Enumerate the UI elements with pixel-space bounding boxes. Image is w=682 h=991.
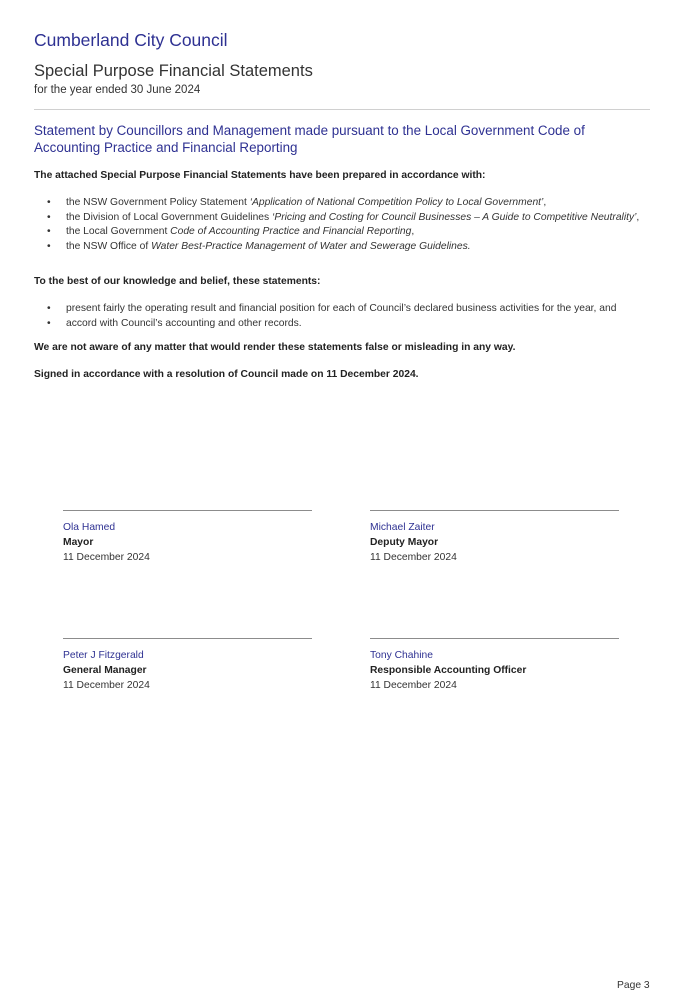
signatory-name: Michael Zaiter [370,522,435,533]
list-item-prefix: the Division of Local Government Guidelines [66,211,273,223]
list-item-suffix: , [543,197,547,208]
list-item [34,317,650,330]
accordance-intro: The attached Special Purpose Financial Statements have been prepared in accordance with: [34,170,486,181]
signature-line [63,638,312,639]
accordance-list [34,196,650,254]
list-item [34,302,650,315]
bullet-icon: • [47,226,51,237]
bullet-icon: • [47,197,51,208]
signatory-role: General Manager [63,665,147,676]
not-aware-statement: We are not aware of any matter that would render these statements false or misleading in any way. [34,342,516,353]
signatory-name: Tony Chahine [370,650,433,661]
list-item-emphasis: ‘Application of National Competition Policy to Local Government’ [249,197,544,208]
signatory-name: Peter J Fitzgerald [63,650,144,661]
list-item-emphasis: Water Best-Practice Management of Water and Sewerage Guidelines. [151,240,471,252]
list-item-suffix: , [636,211,640,223]
list-item-text: accord with Council’s accounting and other records. [66,317,302,329]
list-item-suffix: , [411,226,415,237]
signature-line [370,510,619,511]
list-item [34,196,650,209]
bullet-icon: • [47,303,51,314]
signed-suffix: . [415,369,419,380]
signature-block-accounting-officer [370,638,620,693]
list-item [34,225,650,238]
document-title: Special Purpose Financial Statements [34,62,313,80]
signatory-name: Ola Hamed [63,522,116,533]
list-item-prefix: the NSW Office of [66,240,152,252]
signatory-role: Responsible Accounting Officer [370,665,527,676]
statement-heading: Statement by Councillors and Management made pursuant to the Local Government Code of Accounting Practice and Financial Reporting [34,123,585,155]
signatory-role: Mayor [63,537,94,548]
signature-line [370,638,619,639]
signed-statement [34,369,419,380]
signatory-date: 11 December 2024 [63,680,150,691]
bullet-icon: • [47,317,51,329]
council-name: Cumberland City Council [34,30,228,50]
list-item-prefix: the Local Government [66,226,171,237]
signatory-date: 11 December 2024 [370,552,457,563]
signed-prefix: Signed in accordance with a resolution of Council made on [34,369,327,380]
signature-block-deputy-mayor [370,510,620,565]
signatory-role: Deputy Mayor [370,537,439,548]
document-subtitle: for the year ended 30 June 2024 [34,84,201,96]
list-item [34,240,650,253]
bullet-icon: • [47,211,51,223]
list-item-emphasis: ‘Pricing and Costing for Council Businesses – A Guide to Competitive Neutrality’ [272,211,637,223]
signatory-date: 11 December 2024 [370,680,457,691]
knowledge-list [34,302,650,331]
signature-block-general-manager [63,638,313,693]
signatory-date: 11 December 2024 [63,552,150,563]
list-item-prefix: the NSW Government Policy Statement [66,197,250,208]
signature-block-mayor [63,510,313,565]
signed-date: 11 December 2024 [326,369,416,380]
knowledge-intro: To the best of our knowledge and belief, these statements: [34,276,321,287]
page-number: Page 3 [617,980,650,991]
signature-line [63,510,312,511]
list-item-text: present fairly the operating result and financial position for each of Council’s declared business activities for the year, and [66,303,617,314]
bullet-icon: • [47,240,51,252]
list-item-emphasis: Code of Accounting Practice and Financial Reporting [170,226,412,237]
header-divider [34,109,650,110]
list-item [34,211,650,224]
